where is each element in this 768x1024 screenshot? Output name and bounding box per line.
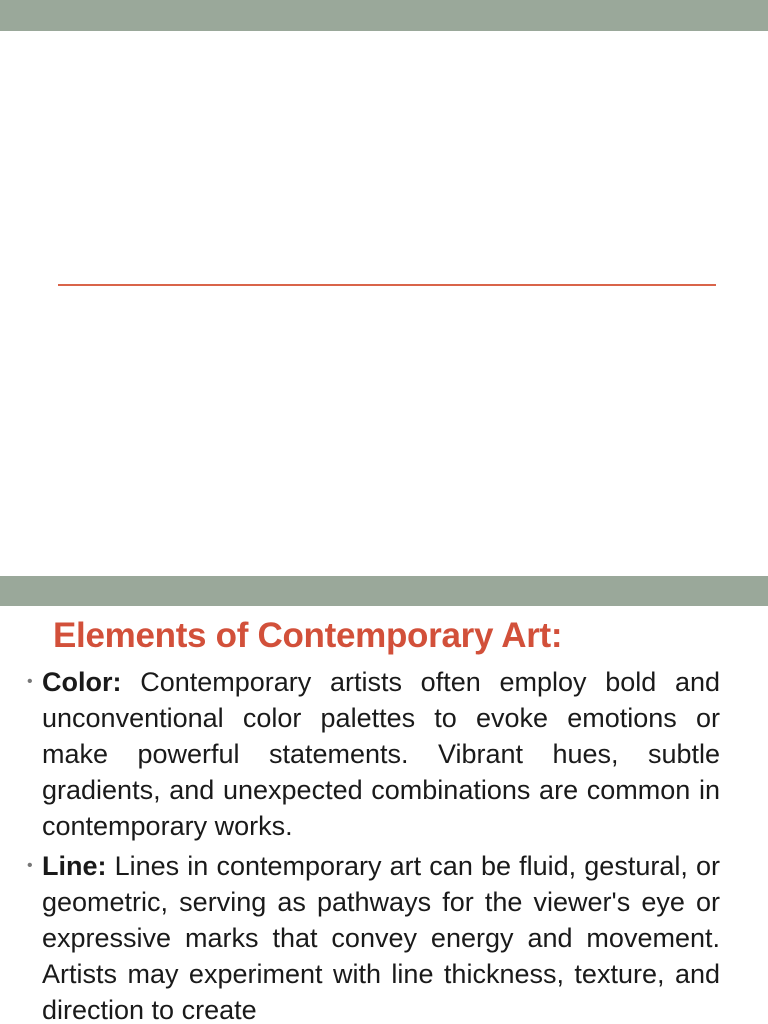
bullet-text: Contemporary artists often employ bold and unconventional color palettes to evoke emotions or make powerful statements. Vibrant hues, subtle gradients, and unexpected combinations are common in contemporary works.	[42, 667, 720, 841]
bullet-term: Line:	[42, 851, 107, 881]
bullet-item-line	[0, 848, 768, 1024]
bullet-dot-icon: •	[27, 857, 33, 874]
bullet-dot-icon: •	[27, 673, 33, 690]
bullet-term: Color:	[42, 667, 122, 697]
section-band	[0, 576, 768, 606]
bullet-list	[0, 664, 768, 1024]
bullet-text: Lines in contemporary art can be fluid, gestural, or geometric, serving as pathways for the viewer's eye or expressive marks that convey energy and movement. Artists may experiment with line thickness, texture, and direction to create	[42, 851, 720, 1024]
bullet-item-color	[0, 664, 768, 844]
slide-title: Elements of Contemporary Art:	[53, 616, 563, 655]
accent-rule	[58, 284, 716, 286]
top-band	[0, 0, 768, 31]
